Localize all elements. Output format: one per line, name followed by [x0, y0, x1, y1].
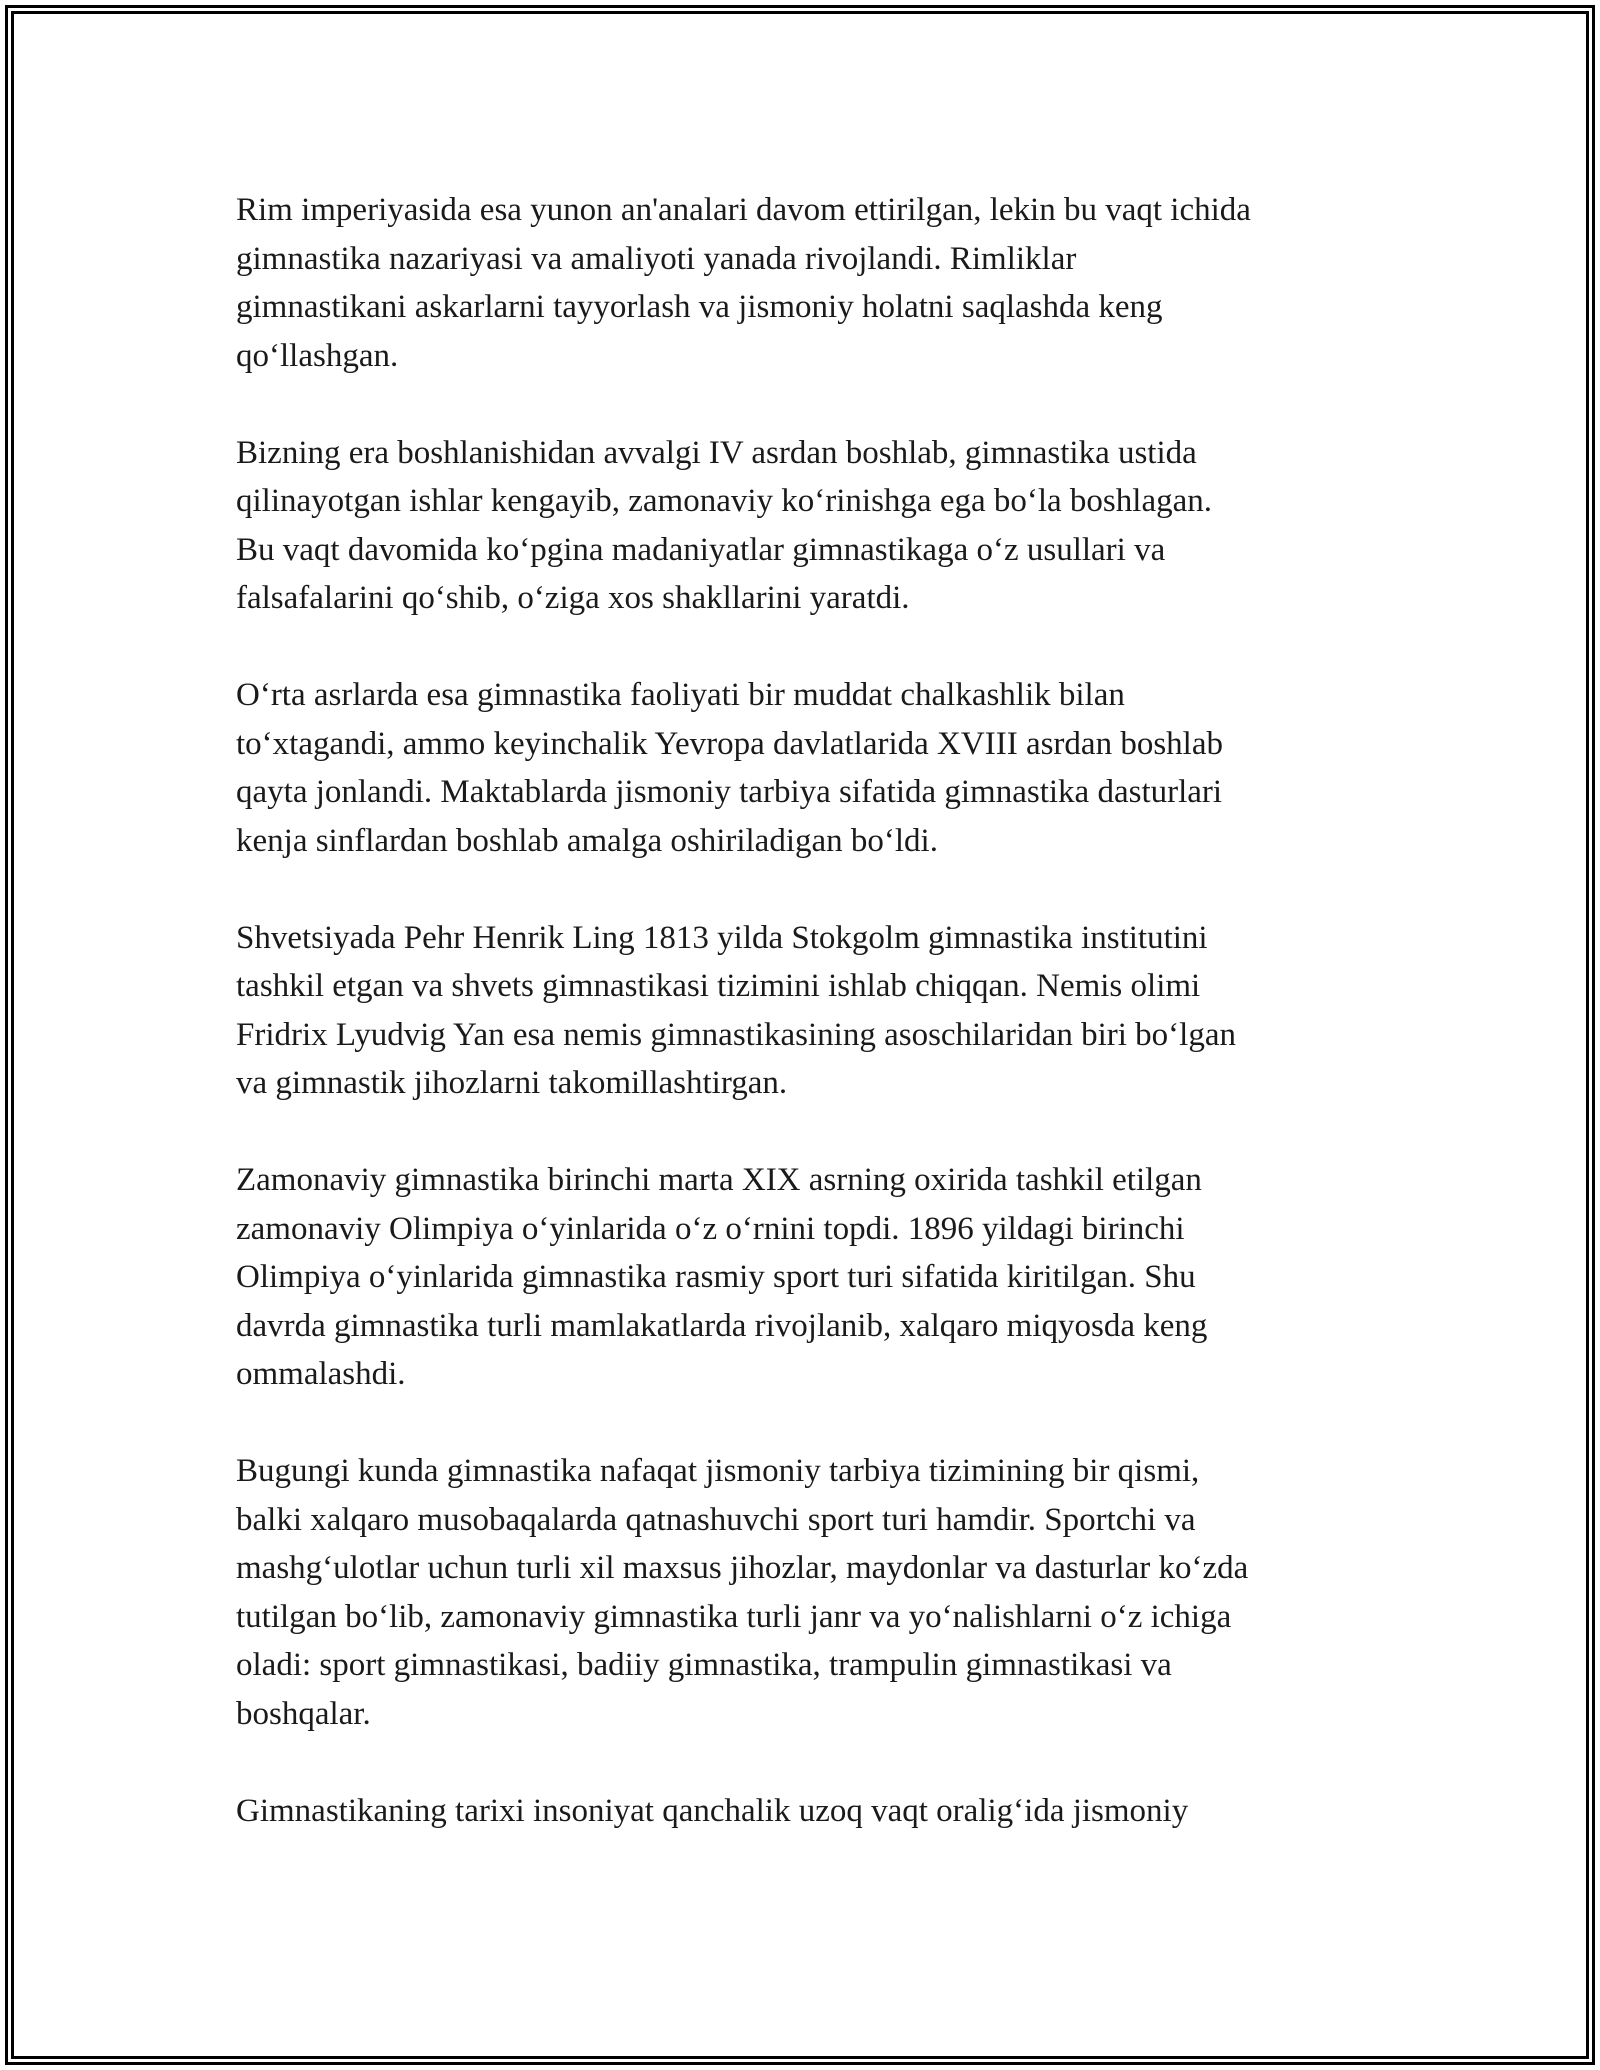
document-body	[236, 186, 1396, 1884]
text-line: boshqalar.	[236, 1695, 371, 1732]
text-line: gimnastikani askarlarni tayyorlash va jismoniy holatni saqlashda keng	[236, 289, 1163, 325]
text-line: davrda gimnastika turli mamlakatlarda rivojlanib, xalqaro miqyosda keng	[236, 1307, 1208, 1344]
paragraph-6	[236, 1447, 1396, 1738]
text-line: qilinayotgan ishlar kengayib, zamonaviy ko‘rinishga ega bo‘la boshlagan.	[236, 483, 1212, 519]
text-line: kenja sinflardan boshlab amalga oshiriladigan bo‘ldi.	[236, 822, 938, 859]
text-line: Fridrix Lyudvig Yan esa nemis gimnastikasining asoschilaridan biri bo‘lgan	[236, 1016, 1236, 1053]
text-line: Shvetsiyada Pehr Henrik Ling 1813 yilda Stokgolm gimnastika institutini	[236, 919, 1208, 956]
paragraph-3	[236, 671, 1396, 865]
text-line: ommalashdi.	[236, 1356, 406, 1392]
paragraph-4	[236, 914, 1396, 1108]
text-line: tutilgan bo‘lib, zamonaviy gimnastika turli janr va yo‘nalishlarni o‘z ichiga	[236, 1598, 1232, 1635]
text-line: Bu vaqt davomida ko‘pgina madaniyatlar gimnastikaga o‘z usullari va	[236, 531, 1166, 568]
text-line: Gimnastikaning tarixi insoniyat qanchalik uzoq vaqt oralig‘ida jismoniy	[236, 1792, 1189, 1829]
text-line: Rim imperiyasida esa yunon an'analari davom ettirilgan, lekin bu vaqt ichida	[236, 192, 1251, 228]
text-line: tashkil etgan va shvets gimnastikasi tizimini ishlab chiqqan. Nemis olimi	[236, 968, 1201, 1004]
text-line: mashg‘ulotlar uchun turli xil maxsus jihozlar, maydonlar va dasturlar ko‘zda	[236, 1550, 1249, 1586]
paragraph-1	[236, 186, 1396, 380]
text-line: oladi: sport gimnastikasi, badiiy gimnastika, trampulin gimnastikasi va	[236, 1647, 1172, 1683]
paragraph-2	[236, 429, 1396, 623]
paragraph-5	[236, 1156, 1396, 1399]
text-line: Zamonaviy gimnastika birinchi marta XIX asrning oxirida tashkil etilgan	[236, 1162, 1202, 1198]
text-line: Bugungi kunda gimnastika nafaqat jismoniy tarbiya tizimining bir qismi,	[236, 1453, 1200, 1489]
text-line: balki xalqaro musobaqalarda qatnashuvchi sport turi hamdir. Sportchi va	[236, 1501, 1196, 1538]
text-line: va gimnastik jihozlarni takomillashtirgan.	[236, 1065, 788, 1101]
text-line: to‘xtagandi, ammo keyinchalik Yevropa davlatlarida XVIII asrdan boshlab	[236, 725, 1223, 762]
text-line: Olimpiya o‘yinlarida gimnastika rasmiy sport turi sifatida kiritilgan. Shu	[236, 1259, 1196, 1295]
text-line: O‘rta asrlarda esa gimnastika faoliyati bir muddat chalkashlik bilan	[236, 677, 1125, 713]
text-line: falsafalarini qo‘shib, o‘ziga xos shakllarini yaratdi.	[236, 580, 910, 616]
text-line: gimnastika nazariyasi va amaliyoti yanada rivojlandi. Rimliklar	[236, 240, 1077, 277]
text-line: zamonaviy Olimpiya o‘yinlarida o‘z o‘rnini topdi. 1896 yildagi birinchi	[236, 1210, 1185, 1247]
text-line: qayta jonlandi. Maktablarda jismoniy tarbiya sifatida gimnastika dasturlari	[236, 774, 1223, 810]
text-line: Bizning era boshlanishidan avvalgi IV asrdan boshlab, gimnastika ustida	[236, 434, 1197, 471]
paragraph-7	[236, 1787, 1396, 1836]
text-line: qo‘llashgan.	[236, 337, 399, 374]
